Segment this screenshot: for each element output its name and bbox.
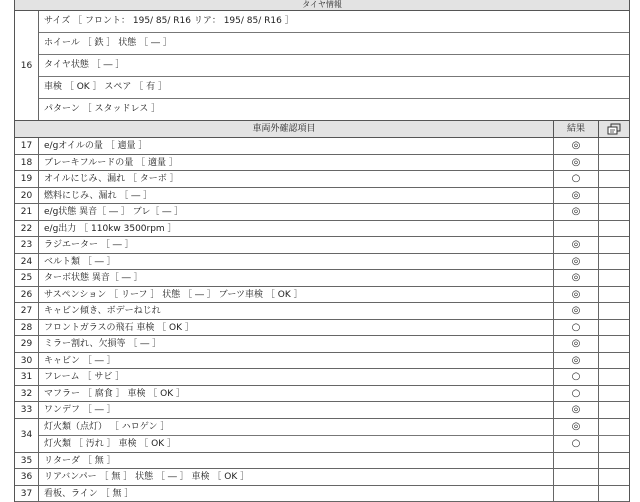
extra-cell	[598, 336, 629, 352]
extra-cell	[598, 402, 629, 418]
table-row	[15, 402, 629, 419]
result-mark: ◎	[553, 237, 598, 253]
lighting-lines	[39, 419, 629, 452]
result-mark	[553, 469, 598, 485]
row-number: 30	[15, 353, 39, 369]
table-row	[15, 237, 629, 254]
result-mark	[553, 453, 598, 469]
extra-cell	[598, 320, 629, 336]
lighting-dirt-line	[39, 436, 629, 452]
row-number: 32	[15, 386, 39, 402]
result-mark: ◎	[553, 353, 598, 369]
item-text: キャビン傾き、ボデーねじれ	[39, 303, 553, 319]
pattern-line: パターン ［ スタッドレス ］	[39, 99, 629, 120]
row-number: 17	[15, 138, 39, 154]
table-row	[15, 171, 629, 188]
item-text: ブレーキフルードの量 ［ 適量 ］	[39, 155, 553, 171]
table-row	[15, 138, 629, 155]
extra-cell	[598, 486, 629, 502]
row-number: 21	[15, 204, 39, 220]
item-text: サスペンション ［ リーフ ］ 状態 ［ ― ］ ブーツ車検 ［ OK ］	[39, 287, 553, 303]
item-text: e/gオイルの量 ［ 適量 ］	[39, 138, 553, 154]
row-number: 25	[15, 270, 39, 286]
extra-cell	[598, 386, 629, 402]
row-number: 23	[15, 237, 39, 253]
item-text: キャビン ［ ― ］	[39, 353, 553, 369]
extra-cell	[598, 469, 629, 485]
extra-cell	[598, 369, 629, 385]
table-row	[15, 270, 629, 287]
result-mark: ◎	[553, 270, 598, 286]
check-rows-17-33	[15, 138, 629, 419]
result-mark	[553, 486, 598, 502]
item-text: オイルにじみ、漏れ ［ ターボ ］	[39, 171, 553, 187]
item-text: ワンデフ ［ ― ］	[39, 402, 553, 418]
result-mark: ◎	[553, 303, 598, 319]
result-mark: ◎	[553, 402, 598, 418]
item-text: e/g出力 ［ 110kw 3500rpm ］	[39, 221, 553, 237]
row-number: 34	[15, 419, 39, 452]
item-text: ミラー割れ、欠損等 ［ ― ］	[39, 336, 553, 352]
result-mark: ○	[553, 369, 598, 385]
row-number: 28	[15, 320, 39, 336]
row-number: 31	[15, 369, 39, 385]
table-row	[15, 353, 629, 370]
extra-cell	[598, 353, 629, 369]
item-text: フロントガラスの飛石 車検 ［ OK ］	[39, 320, 553, 336]
item-text: 燃料にじみ、漏れ ［ ― ］	[39, 188, 553, 204]
tire-condition-line: タイヤ状態 ［ ― ］	[39, 55, 629, 77]
result-mark: ○	[553, 320, 598, 336]
table-row	[15, 469, 629, 486]
item-text: 灯火類 ［ 汚れ ］ 車検 ［ OK ］	[39, 436, 553, 452]
result-mark: ○	[553, 171, 598, 187]
result-mark: ○	[553, 386, 598, 402]
extra-cell	[598, 204, 629, 220]
result-mark: ◎	[553, 419, 598, 435]
result-mark: ◎	[553, 254, 598, 270]
item-text: e/g状態 異音［ ― ］ ブレ［ ― ］	[39, 204, 553, 220]
extra-cell	[598, 419, 629, 435]
table-row	[15, 204, 629, 221]
row-number: 18	[15, 155, 39, 171]
exterior-check-header	[15, 121, 629, 138]
exterior-check-title: 車両外確認項目	[15, 121, 553, 137]
table-row	[15, 303, 629, 320]
inspection-sheet	[14, 0, 630, 502]
table-row-34	[15, 419, 629, 453]
extra-cell	[598, 237, 629, 253]
tire-info-block	[15, 11, 629, 121]
inspection-spare-line: 車検 ［ OK ］ スペア ［ 有 ］	[39, 77, 629, 99]
extra-cell	[598, 270, 629, 286]
item-text: 灯火類（点灯） ［ ハロゲン ］	[39, 419, 553, 435]
result-mark: ◎	[553, 204, 598, 220]
extra-cell	[598, 254, 629, 270]
extra-cell	[598, 453, 629, 469]
extra-cell	[598, 138, 629, 154]
row-number: 29	[15, 336, 39, 352]
row-number: 24	[15, 254, 39, 270]
row-number: 36	[15, 469, 39, 485]
table-row	[15, 287, 629, 304]
table-row	[15, 320, 629, 337]
extra-cell	[598, 436, 629, 452]
tire-size-line: サイズ ［ フロント： 195/ 85/ R16 リア： 195/ 85/ R16 ］	[39, 11, 629, 33]
extra-cell	[598, 287, 629, 303]
row-number: 19	[15, 171, 39, 187]
extra-cell	[598, 155, 629, 171]
tire-info-lines	[39, 11, 629, 120]
table-row	[15, 188, 629, 205]
item-text: マフラー ［ 腐食 ］ 車検 ［ OK ］	[39, 386, 553, 402]
table-row	[15, 486, 629, 502]
table-row	[15, 369, 629, 386]
item-text: ベルト類 ［ ― ］	[39, 254, 553, 270]
extra-cell	[598, 171, 629, 187]
table-row	[15, 155, 629, 172]
table-row	[15, 386, 629, 403]
edit-copy-icon[interactable]	[598, 121, 629, 137]
result-mark: ◎	[553, 336, 598, 352]
extra-cell	[598, 188, 629, 204]
item-text: フレーム ［ サビ ］	[39, 369, 553, 385]
item-text: ターボ状態 異音［ ― ］	[39, 270, 553, 286]
item-text: 看板、ライン ［ 無 ］	[39, 486, 553, 502]
table-row	[15, 254, 629, 271]
tire-info-title: タイヤ情報	[15, 0, 629, 11]
row-number: 33	[15, 402, 39, 418]
result-mark: ◎	[553, 138, 598, 154]
row-number: 16	[15, 11, 39, 120]
result-mark: ○	[553, 436, 598, 452]
row-number: 37	[15, 486, 39, 502]
item-text: リターダ ［ 無 ］	[39, 453, 553, 469]
item-text: リアバンパー ［ 無 ］ 状態 ［ ― ］ 車検 ［ OK ］	[39, 469, 553, 485]
table-row	[15, 336, 629, 353]
row-number: 35	[15, 453, 39, 469]
extra-cell	[598, 303, 629, 319]
result-mark	[553, 221, 598, 237]
result-mark: ◎	[553, 155, 598, 171]
check-rows-35-37	[15, 453, 629, 502]
result-mark: ◎	[553, 188, 598, 204]
row-number: 20	[15, 188, 39, 204]
wheel-line: ホイール ［ 鉄 ］ 状態 ［ ― ］	[39, 33, 629, 55]
result-mark: ◎	[553, 287, 598, 303]
item-text: ラジエーター ［ ― ］	[39, 237, 553, 253]
row-number: 26	[15, 287, 39, 303]
row-number: 22	[15, 221, 39, 237]
table-row	[15, 453, 629, 470]
result-column-header: 結果	[553, 121, 598, 137]
row-number: 27	[15, 303, 39, 319]
table-row	[15, 221, 629, 238]
extra-cell	[598, 221, 629, 237]
lighting-on-line	[39, 419, 629, 436]
